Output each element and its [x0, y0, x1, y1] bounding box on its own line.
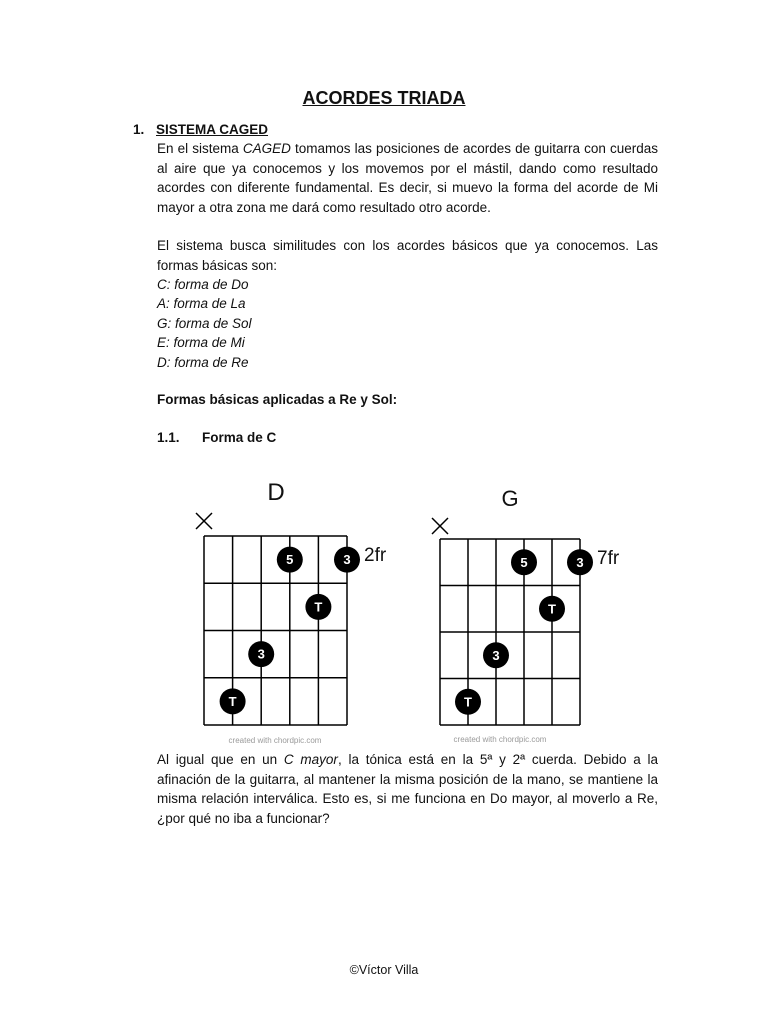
page-footer: ©Víctor Villa: [349, 963, 419, 977]
paragraph1-text-a: En el sistema: [157, 141, 243, 156]
paragraph1-text-b: tomamos las posiciones de acordes de guitarra con cuerdas al aire que ya conocemos y los movemos por el mástil, dando como resultado acordes con diferente fundamental. Es decir, si muevo la forma del acorde de Mi mayor a otra zona me dará como resultado otro acorde.: [157, 141, 658, 215]
form-item-e: E: forma de Mi: [157, 335, 245, 351]
fret-position-label: 2fr: [364, 545, 387, 566]
finger-label: T: [464, 694, 472, 710]
section-number: 1.: [133, 122, 145, 137]
finger-label: 5: [286, 552, 294, 568]
chord-name: D: [267, 479, 285, 506]
finger-label: 3: [343, 552, 351, 568]
finger-label: T: [314, 599, 323, 615]
form-item-g: G: forma de Sol: [157, 315, 252, 331]
finger-label: 5: [520, 554, 528, 570]
paragraph2-text: El sistema busca similitudes con los acordes básicos que ya conocemos. Las formas básicas son:: [157, 238, 658, 273]
finger-label: T: [228, 693, 237, 709]
form-item-d: D: forma de Re: [157, 354, 249, 370]
paragraph1-emphasis: CAGED: [242, 141, 291, 156]
subsection-number: 1.1.: [157, 430, 180, 445]
section-label: SISTEMA CAGED: [156, 122, 269, 137]
paragraph-c-major: [157, 750, 658, 828]
fret-position-label: 7fr: [597, 548, 620, 569]
form-item-c: C: forma de Do: [157, 277, 249, 292]
chordpic-credit: created with chordpic.com: [228, 736, 322, 745]
chord-name: G: [501, 486, 519, 511]
finger-label: 3: [257, 646, 265, 662]
applied-forms-heading: Formas básicas aplicadas a Re y Sol:: [157, 392, 398, 407]
form-item-a: A: forma de La: [157, 296, 246, 312]
finger-label: T: [548, 601, 556, 617]
paragraph3-text-b: , la tónica está en la 5ª y 2ª cuerda. Debido a la afinación de la guitarra, al mantener la misma posición de la mano, se mantiene la misma relación interválica. Esto es, si me funciona en Do mayor, al moverlo a Re, ¿por qué no iba a funcionar?: [157, 752, 658, 826]
page-title: ACORDES TRIADA: [302, 88, 466, 108]
subsection-label: Forma de C: [202, 430, 277, 445]
chord-diagram-d: [196, 479, 387, 745]
chordpic-credit: created with chordpic.com: [453, 735, 547, 744]
finger-label: 3: [576, 554, 584, 570]
paragraph3-text-a: Al igual que en un: [157, 752, 284, 767]
finger-label: 3: [492, 647, 500, 663]
paragraph3-emphasis: C mayor: [283, 752, 338, 767]
chord-diagram-g: [432, 486, 620, 744]
